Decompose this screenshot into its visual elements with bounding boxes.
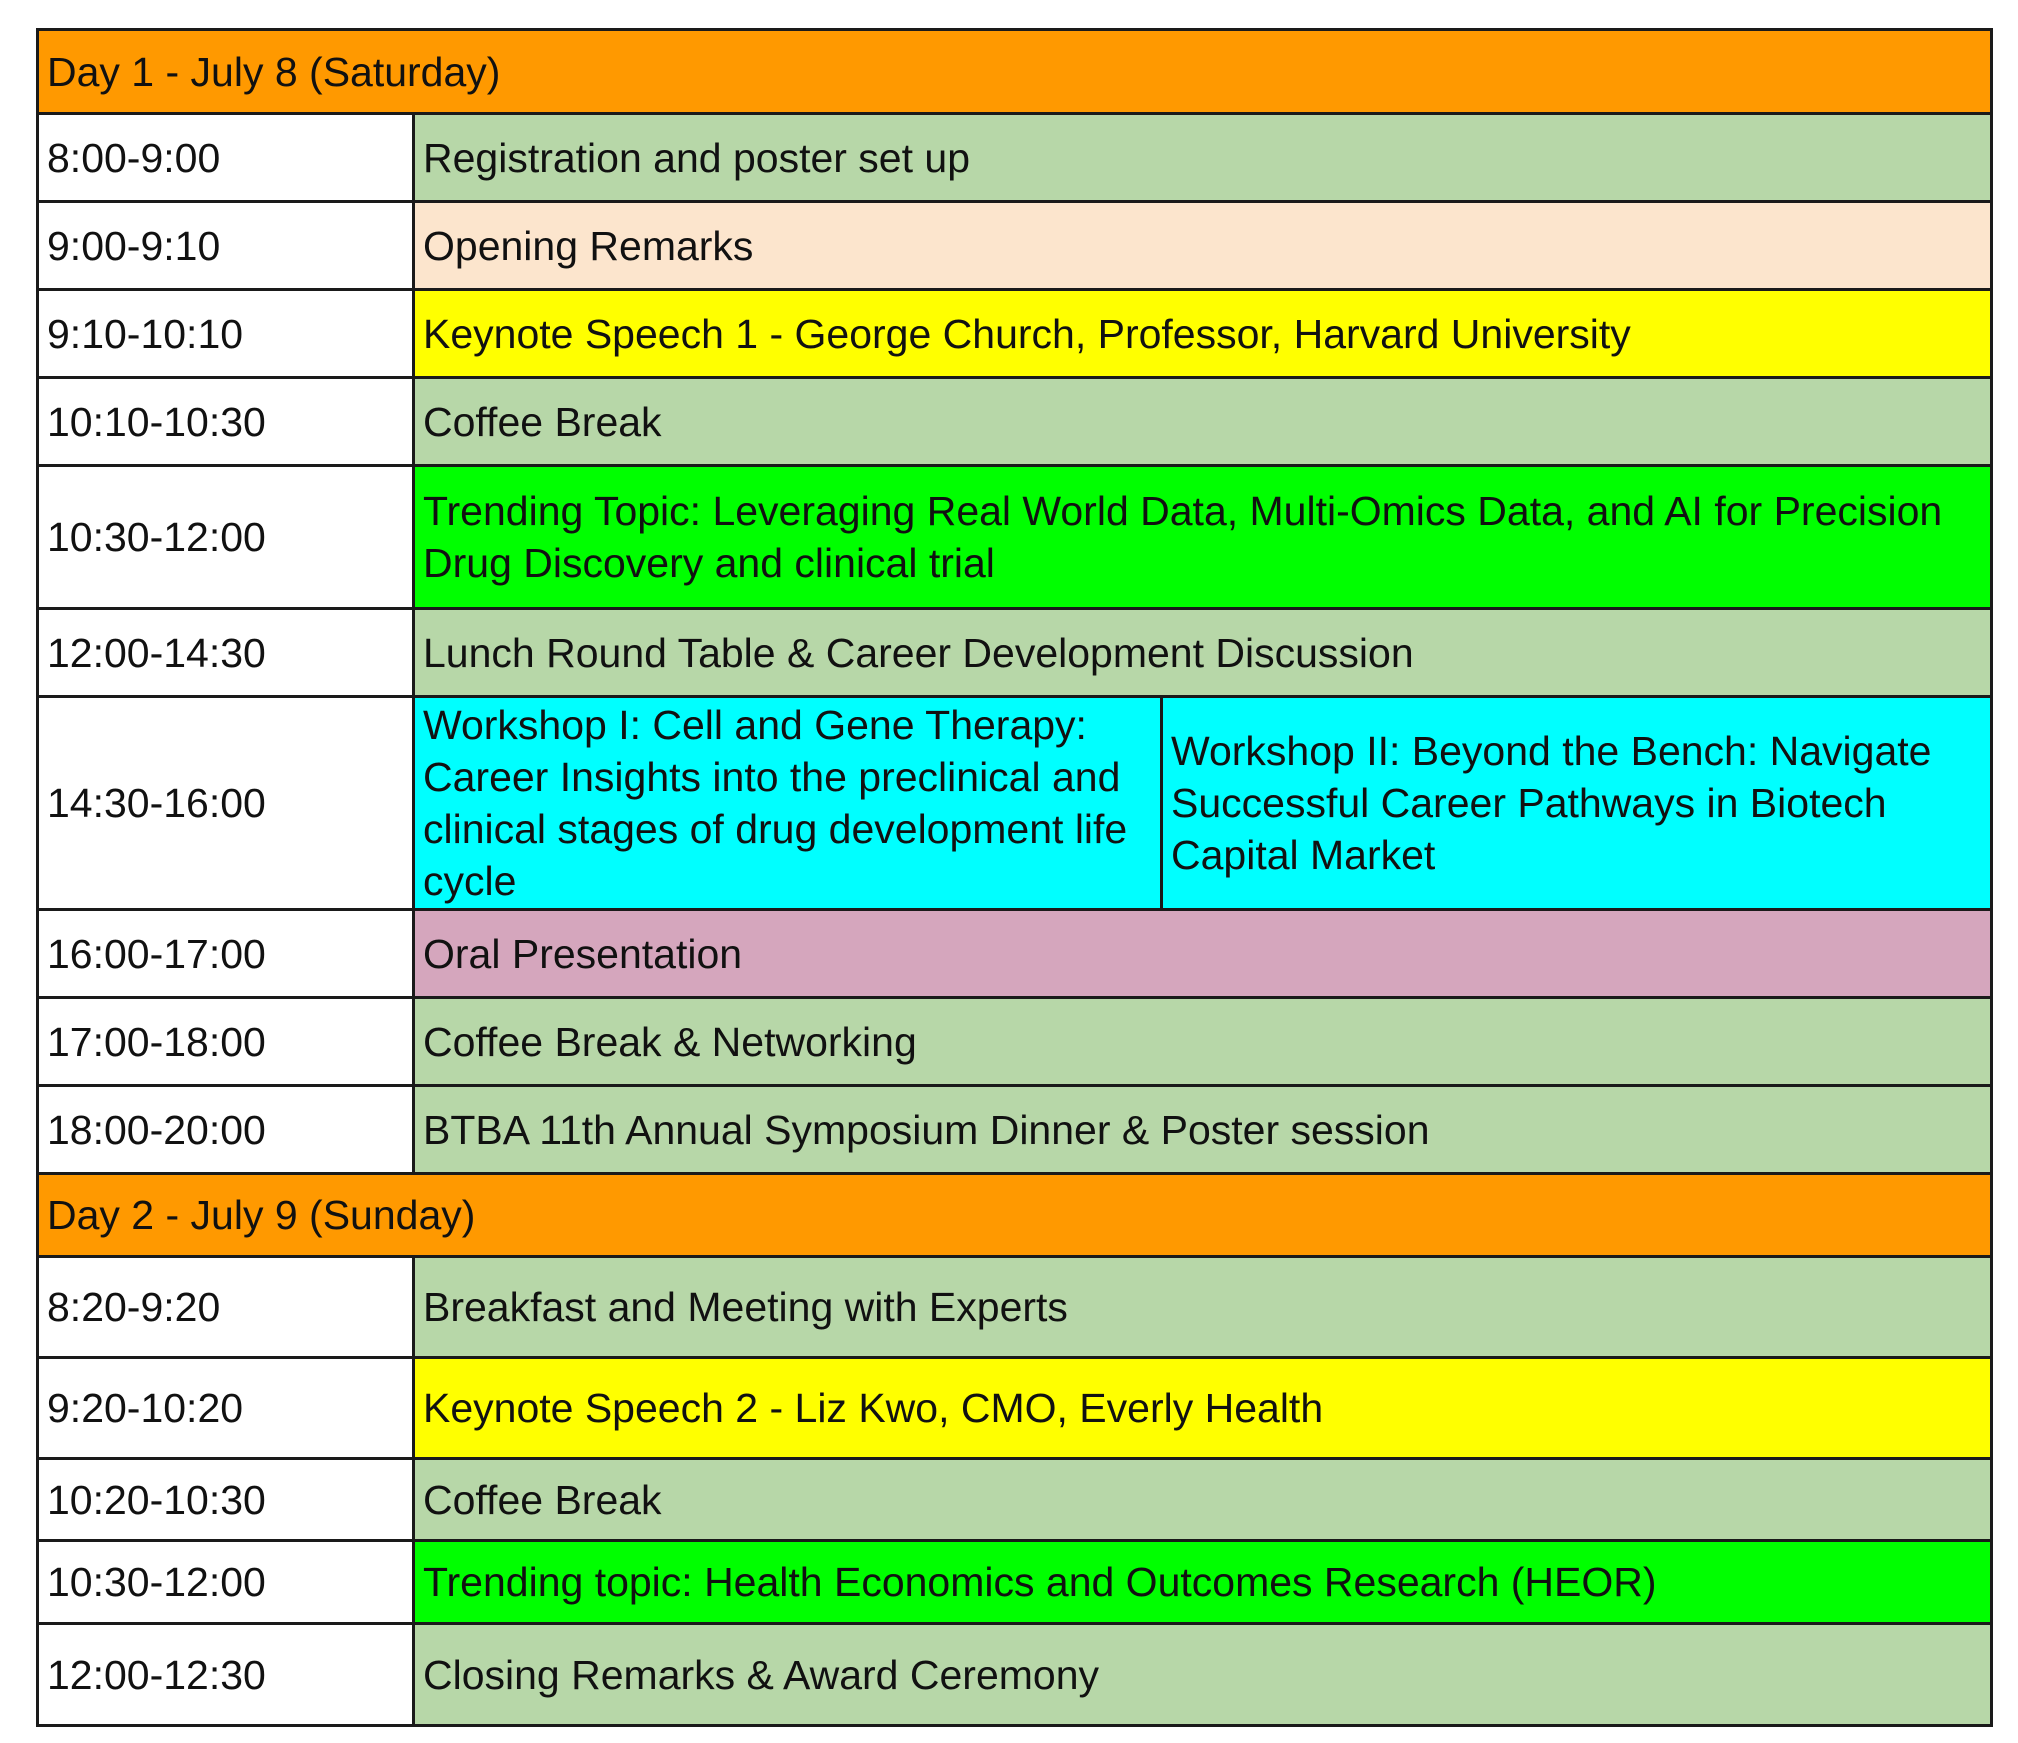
time-cell: 10:20-10:30 [38, 1459, 414, 1541]
event-cell: Keynote Speech 2 - Liz Kwo, CMO, Everly Health [414, 1358, 1992, 1459]
time-cell: 8:00-9:00 [38, 114, 414, 202]
event-cell: Lunch Round Table & Career Development Discussion [414, 609, 1992, 697]
table-row [38, 114, 1992, 202]
event-cell: Coffee Break [414, 378, 1992, 466]
table-row [38, 290, 1992, 378]
time-cell: 10:30-12:00 [38, 1541, 414, 1624]
time-cell: 9:00-9:10 [38, 202, 414, 290]
event-cell: Oral Presentation [414, 910, 1992, 998]
table-row [38, 466, 1992, 609]
day-2-header: Day 2 - July 9 (Sunday) [38, 1174, 1992, 1257]
table-row [38, 1257, 1992, 1358]
time-cell: 12:00-14:30 [38, 609, 414, 697]
time-cell: 14:30-16:00 [38, 697, 414, 910]
table-row [38, 1086, 1992, 1174]
time-cell: 8:20-9:20 [38, 1257, 414, 1358]
day-header-row [38, 30, 1992, 114]
event-cell: BTBA 11th Annual Symposium Dinner & Poster session [414, 1086, 1992, 1174]
event-cell: Keynote Speech 1 - George Church, Professor, Harvard University [414, 290, 1992, 378]
table-row [38, 202, 1992, 290]
event-cell: Opening Remarks [414, 202, 1992, 290]
time-cell: 9:20-10:20 [38, 1358, 414, 1459]
time-cell: 18:00-20:00 [38, 1086, 414, 1174]
table-row [38, 1624, 1992, 1726]
workshop-2-cell: Workshop II: Beyond the Bench: Navigate Successful Career Pathways in Biotech Capital Market [1162, 697, 1992, 910]
event-cell: Breakfast and Meeting with Experts [414, 1257, 1992, 1358]
event-cell: Trending Topic: Leveraging Real World Data, Multi-Omics Data, and AI for Precision Drug Discovery and clinical trial [414, 466, 1992, 609]
time-cell: 12:00-12:30 [38, 1624, 414, 1726]
event-cell: Trending topic: Health Economics and Outcomes Research (HEOR) [414, 1541, 1992, 1624]
table-row [38, 697, 1992, 910]
event-cell: Registration and poster set up [414, 114, 1992, 202]
time-cell: 17:00-18:00 [38, 998, 414, 1086]
time-cell: 10:30-12:00 [38, 466, 414, 609]
time-cell: 10:10-10:30 [38, 378, 414, 466]
table-row [38, 1358, 1992, 1459]
table-row [38, 910, 1992, 998]
table-row [38, 1459, 1992, 1541]
event-cell: Closing Remarks & Award Ceremony [414, 1624, 1992, 1726]
time-cell: 16:00-17:00 [38, 910, 414, 998]
time-cell: 9:10-10:10 [38, 290, 414, 378]
schedule-table [36, 28, 1993, 1727]
table-row [38, 1541, 1992, 1624]
table-row [38, 998, 1992, 1086]
event-cell: Coffee Break [414, 1459, 1992, 1541]
workshop-1-cell: Workshop I: Cell and Gene Therapy: Career Insights into the preclinical and clinical stages of drug development life cycle [414, 697, 1162, 910]
table-row [38, 378, 1992, 466]
table-row [38, 609, 1992, 697]
event-cell: Coffee Break & Networking [414, 998, 1992, 1086]
day-header-row [38, 1174, 1992, 1257]
day-1-header: Day 1 - July 8 (Saturday) [38, 30, 1992, 114]
